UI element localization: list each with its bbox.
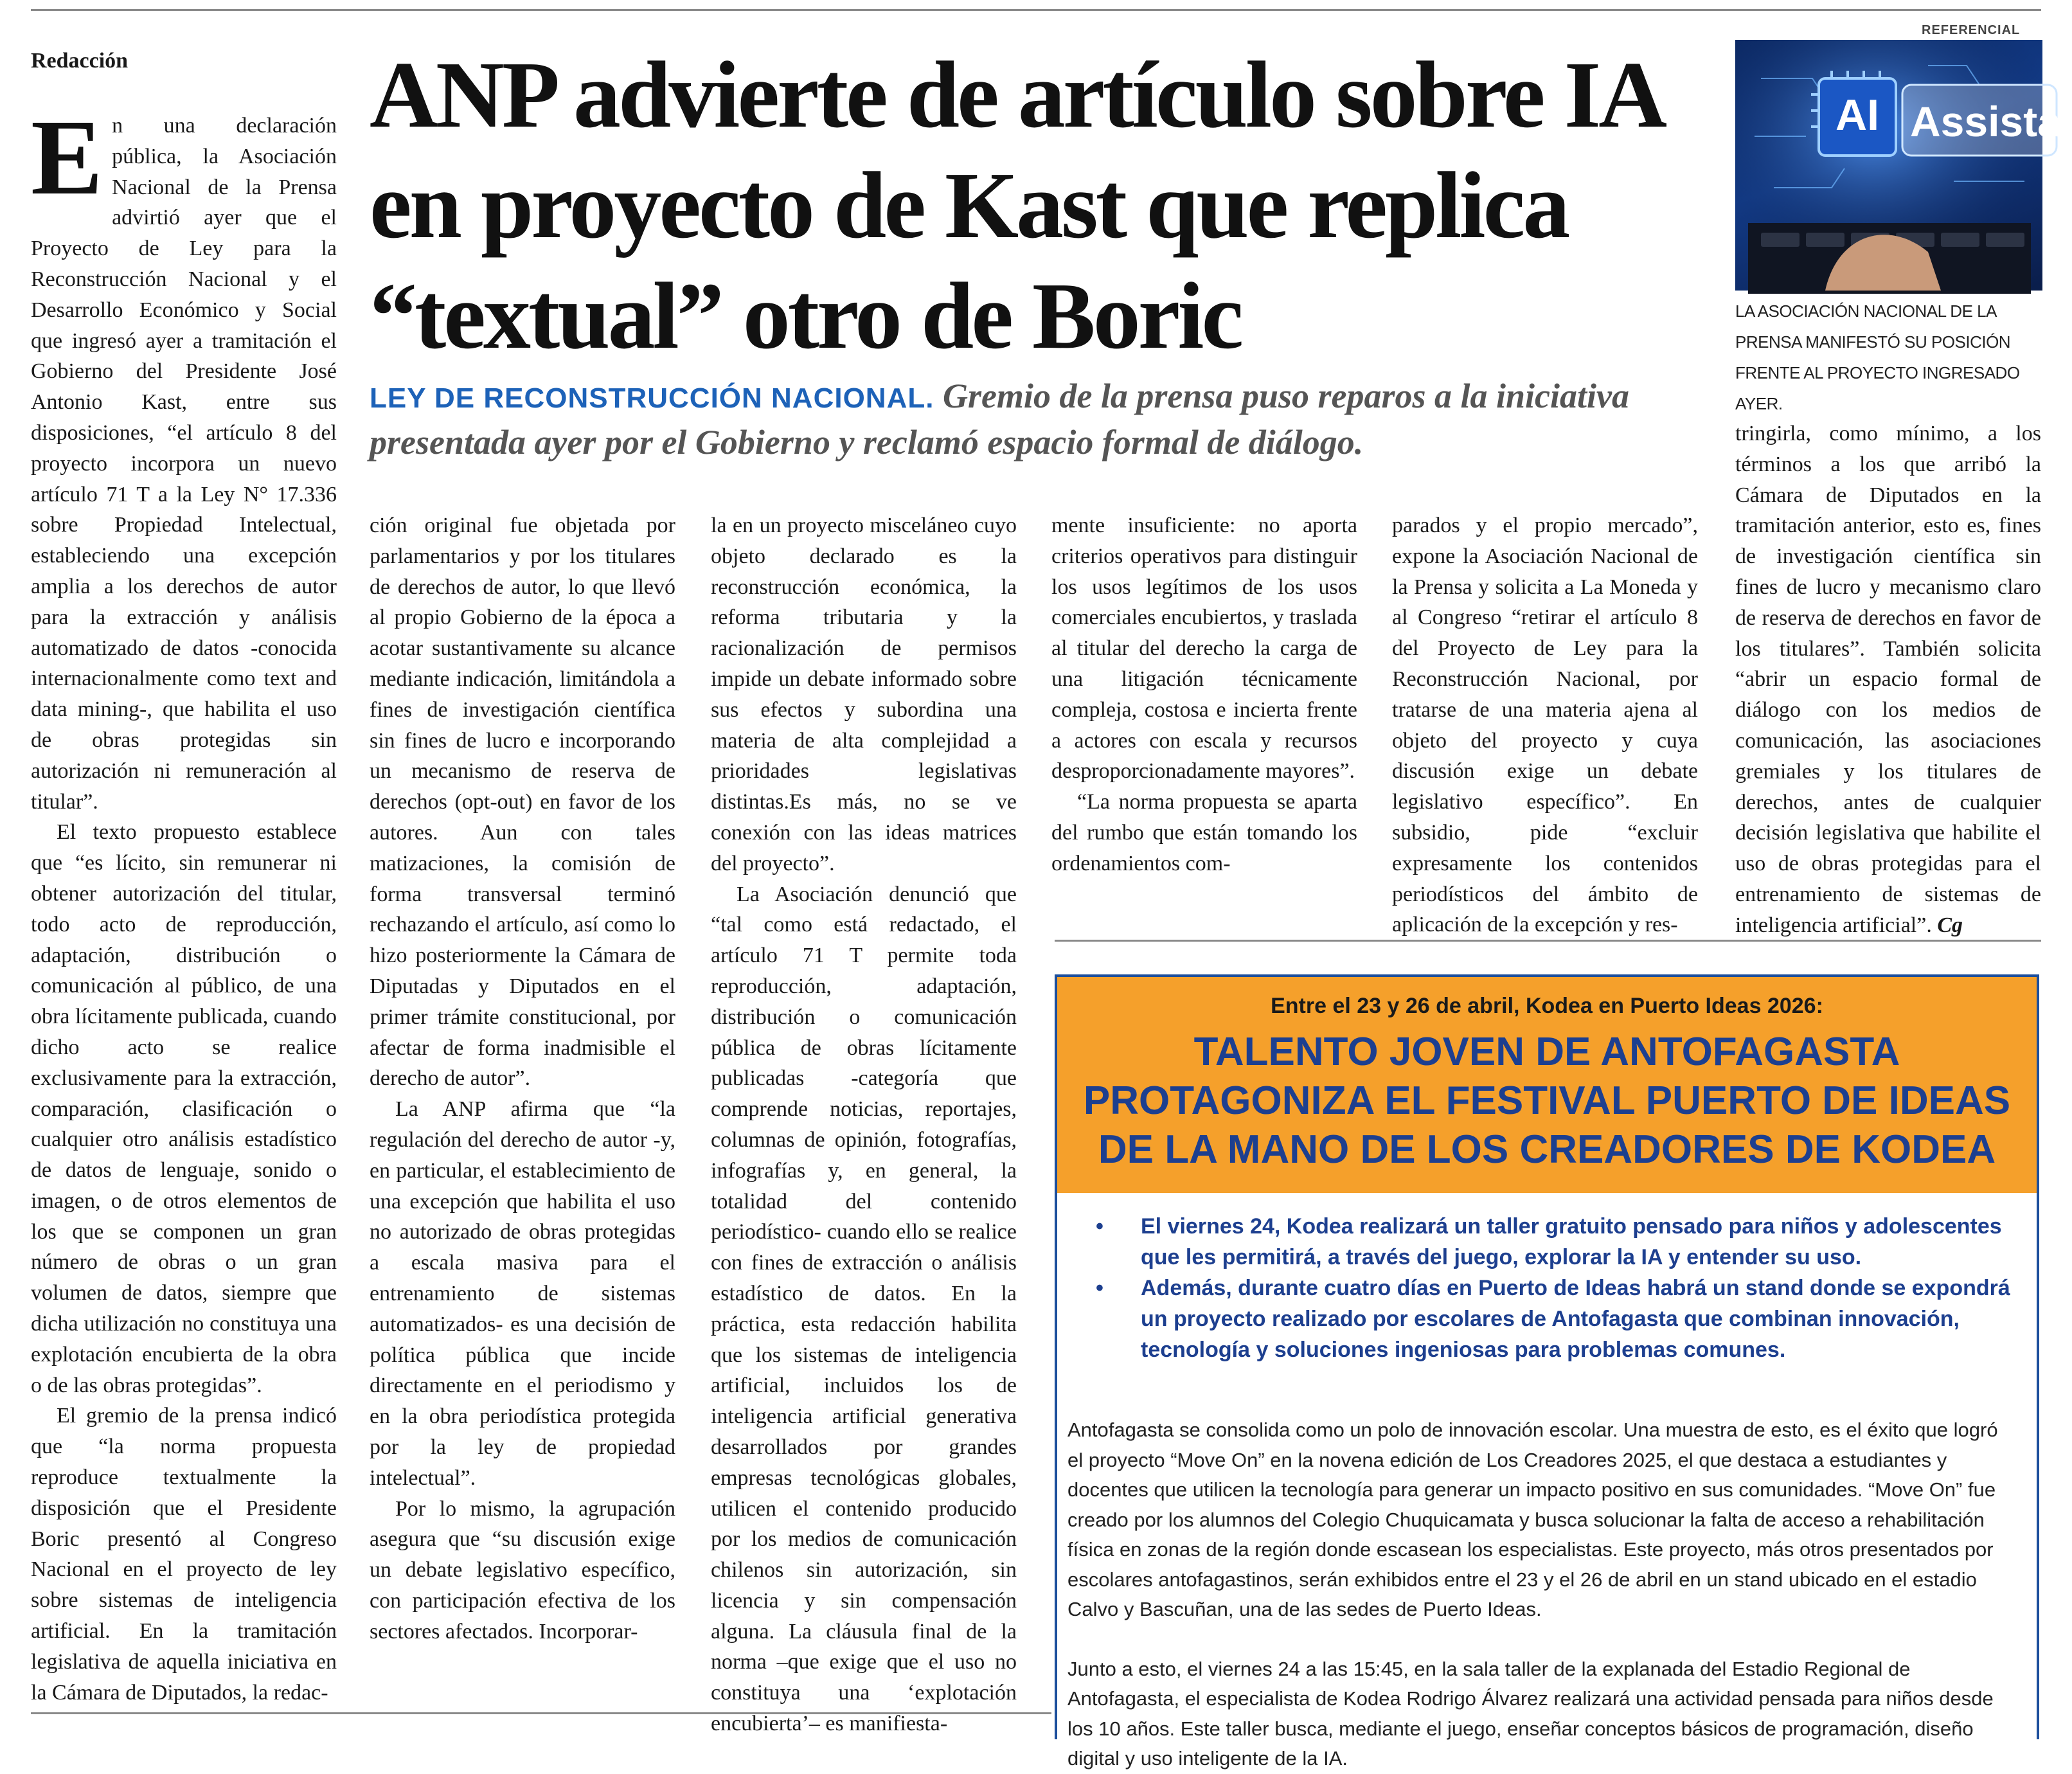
article-paragraph: El texto propuesto establece que “es lícito, sin remunerar ni obtener autorización del titular, todo acto de reproducción, adaptación, distribución o comunicación al público, de una obra lícitamente publicada, cuando dicho acto se realice exclusivamente para la extracción, comparación, clasificación o cualquier otro análisis estadístico de datos de lenguaje, sonido o imagen, o de otros elementos de los que se componen un gran número de obras o un gran volumen de datos, siempre que dicha utilización no constituya una explotación encubierta de la obra o de las obras protegidas”. xyxy=(31,820,337,1397)
bullet-icon: • xyxy=(1096,1276,1103,1300)
end-mark: Cg xyxy=(1937,913,1963,937)
byline: Redacción xyxy=(31,49,129,73)
assistant-screen-text: Assista xyxy=(1910,98,2061,145)
article-column-5 xyxy=(1392,510,1698,940)
bullet-icon: • xyxy=(1096,1214,1103,1239)
article-paragraph: ción original fue objetada por parlamentarios y por los titulares de derechos de autor, lo que llevó al propio Gobierno de la época a acotar sustantivamente su alcance mediante indicación, limitándola a fines de investigación científica sin fines de lucro e incorporando un mecanismo de reserva de derechos (opt-out) en favor de los autores. Aun con tales matizaciones, la comisión de forma transversal terminó rechazando el artículo, así como lo hizo posteriormente la Cámara de Diputadas y Diputados en el primer trámite constitucional, por afectar de forma inadmisible el derecho de autor”. xyxy=(370,514,675,1091)
sidebar-title: TALENTO JOVEN DE ANTOFAGASTA PROTAGONIZA EL FESTIVAL PUERTO DE IDEAS DE LA MANO DE LOS CREADORES DE KODEA xyxy=(1083,1030,2011,1172)
sidebar-bullets xyxy=(1096,1211,2011,1365)
article-column-4 xyxy=(1051,510,1357,879)
article-paragraph: La Asociación denunció que “tal como está redactado, el artículo 71 T permite toda reproducción, adaptación, distribución o comunicación pública de obras lícitamente publicadas -categoría que comprende noticias, reportajes, columnas de opinión, fotografías, infografías y, en general, la totalidad del contenido periodístico- cuando ello se realice con fines de extracción o análisis estadístico de datos. En la práctica, esta redacción habilita que los sistemas de inteligencia artificial, incluidos los de inteligencia artificial generativa desarrollados por grandes empresas tecnológicas globales, utilicen el contenido producido por los medios de comunicación chilenos sin autorización, sin licencia y sin compensación alguna. La cláusula final de la norma –que exige que el uso no constituya una ‘explotación encubierta’– es manifiesta- xyxy=(711,882,1017,1736)
ai-chip-label: AI xyxy=(1835,91,1879,139)
deck-text: Gremio de la prensa puso reparos a la iniciativa presentada ayer por el Gobierno y reclamó espacio formal de diálogo. xyxy=(370,377,1629,461)
article-paragraph: la en un proyecto misceláneo cuyo objeto declarado es la reconstrucción económica, la reforma tributaria y la racionalización de permisos impide un debate informado sobre sus efectos y subordina una materia de alta complejidad a prioridades legislativas distintas.Es más, no se ve conexión con las ideas matrices del proyecto”. xyxy=(711,514,1017,875)
photo-caption: LA ASOCIACIÓN NACIONAL DE LA PRENSA MANIFESTÓ SU POSICIÓN FRENTE AL PROYECTO INGRESADO AYER. xyxy=(1735,301,2020,413)
article-paragraph: La ANP afirma que “la regulación del derecho de autor -y, en particular, el establecimiento de una excepción que habilita el uso no autorizado de obras protegidas a escala masiva para el entrenamiento de sistemas automatizados- es una decisión de política pública que incide directamente en el periodismo y en la obra periodística protegida por la ley de propiedad intelectual”. xyxy=(370,1097,675,1490)
top-rule xyxy=(31,9,2041,11)
article-photo xyxy=(1735,40,2061,291)
article-column-2 xyxy=(370,510,675,1647)
article-column-3 xyxy=(711,510,1017,1739)
article-column-6 xyxy=(1735,418,2041,941)
kodea-sidebar-box xyxy=(1055,974,2039,1770)
article-paragraph: El gremio de la prensa indicó que “la norma propuesta reproduce textualmente la disposición que el Presidente Boric presentó al Congreso Nacional en el proyecto de ley sobre sistemas de inteligencia artificial. En la tramitación legislativa de aquella iniciativa en la Cámara de Diputados, la redac- xyxy=(31,1404,337,1705)
ai-assistant-illustration xyxy=(1735,40,2061,291)
deck xyxy=(370,374,1710,465)
headline: ANP advierte de artículo sobre IA en proyecto de Kast que replica “textual” otro de Boric xyxy=(370,42,1659,369)
article-paragraph: tringirla, como mínimo, a los términos a los que arribó la Cámara de Diputados en la tramitación anterior, esto es, fines de investigación científica sin fines de lucro y mecanismo claro de reserva de derechos en favor de los titulares”. También solicita “abrir un espacio formal de diálogo con los medios de comunicación, las asociaciones gremiales y los titulares de derechos, antes de cualquier decisión legislativa que habilite el uso de obras protegidas para el entrenamiento de sistemas de inteligencia artificial”. Cg xyxy=(1735,422,2041,937)
sidebar-body xyxy=(1067,1415,2011,1774)
article-paragraph: parados y el propio mercado”, expone la Asociación Nacional de la Prensa y solicita a La Moneda y al Congreso “retirar el artículo 8 del Proyecto de Ley para la Reconstrucción Nacional, por tratarse de una materia ajena al objeto del proyecto y cuya discusión exige un debate legislativo específico”. En subsidio, pide “excluir expresamente los contenidos periodísticos del ámbito de aplicación de la excepción y res- xyxy=(1392,514,1698,937)
list-item: • Además, durante cuatro días en Puerto de Ideas habrá un stand donde se expondrá un proyecto realizado por escolares de Antofagasta que combinan innovación, tecnología y soluciones ingeniosas para problemas comunes. xyxy=(1096,1273,2011,1365)
sidebar-kicker: Entre el 23 y 26 de abril, Kodea en Puerto Ideas 2026: xyxy=(1271,994,1823,1018)
article-column-1 xyxy=(31,98,337,1708)
sidebar-paragraph: Junto a esto, el viernes 24 a las 15:45, en la sala taller de la explanada del Estadio Regional de Antofagasta, el especialista de Kodea Rodrigo Álvarez realizará una actividad pensada para niños desde los 10 años. Este taller busca, mediante el juego, enseñar conceptos básicos de programación, diseño digital y uso inteligente de la IA. xyxy=(1067,1657,1994,1770)
sidebar-header xyxy=(1057,977,2037,1193)
article-paragraph: Por lo mismo, la agrupación asegura que “su discusión exige un debate legislativo específico, con participación efectiva de los sectores afectados. Incorporar- xyxy=(370,1496,675,1644)
drop-cap: E xyxy=(31,98,103,217)
article-paragraph: mente insuficiente: no aporta criterios operativos para distinguir los usos legítimos de los usos comerciales encubiertos, y traslada al titular del derecho la carga de una litigación técnicamente compleja, costosa e incierta frente a actores con escala y recursos desproporcionadamente mayores”. xyxy=(1051,514,1357,784)
kicker: LEY DE RECONSTRUCCIÓN NACIONAL. xyxy=(370,382,934,414)
list-item: • El viernes 24, Kodea realizará un taller gratuito pensado para niños y adolescentes que les permitirá, a través del juego, explorar la IA y entender su uso. xyxy=(1096,1211,2011,1273)
sidebar-paragraph: Antofagasta se consolida como un polo de innovación escolar. Una muestra de esto, es el éxito que logró el proyecto “Move On” en la novena edición de Los Creadores 2025, el que destaca a estudiantes y docentes que utilicen la tecnología para generar un impacto positivo en sus comunidades. “Move On” fue creado por los alumnos del Colegio Chuquicamata y busca solucionar la falta de acceso a rehabilitación física en zonas de la región donde escasean los especialistas. Este proyecto, más otros presentados por escolares antofagastinos, serán exhibidos entre el 23 y el 26 de abril en un stand ubicado en el estadio Calvo y Bascuñan, una de las sedes de Puerto Ideas. xyxy=(1067,1419,1998,1620)
photo-credit: REFERENCIAL xyxy=(1922,23,2021,37)
article-paragraph: En una declaración pública, la Asociación Nacional de la Prensa advirtió ayer que el Proyecto de Ley para la Reconstrucción Nacional y el Desarrollo Económico y Social que ingresó ayer a tramitación el Gobierno del Presidente José Antonio Kast, entre sus disposiciones, “el artículo 8 del proyecto incorpora un nuevo artículo 71 T a la Ley N° 17.336 sobre Propiedad Intelectual, estableciendo una excepción amplia a los derechos de autor para la extracción y análisis automatizado de datos -conocida internacionalmente como text and data mining-, que habilita el uso de obras protegidas sin autorización ni remuneración al titular”. xyxy=(31,98,337,814)
article-paragraph: “La norma propuesta se aparta del rumbo que están tomando los ordenamientos com- xyxy=(1051,790,1357,875)
